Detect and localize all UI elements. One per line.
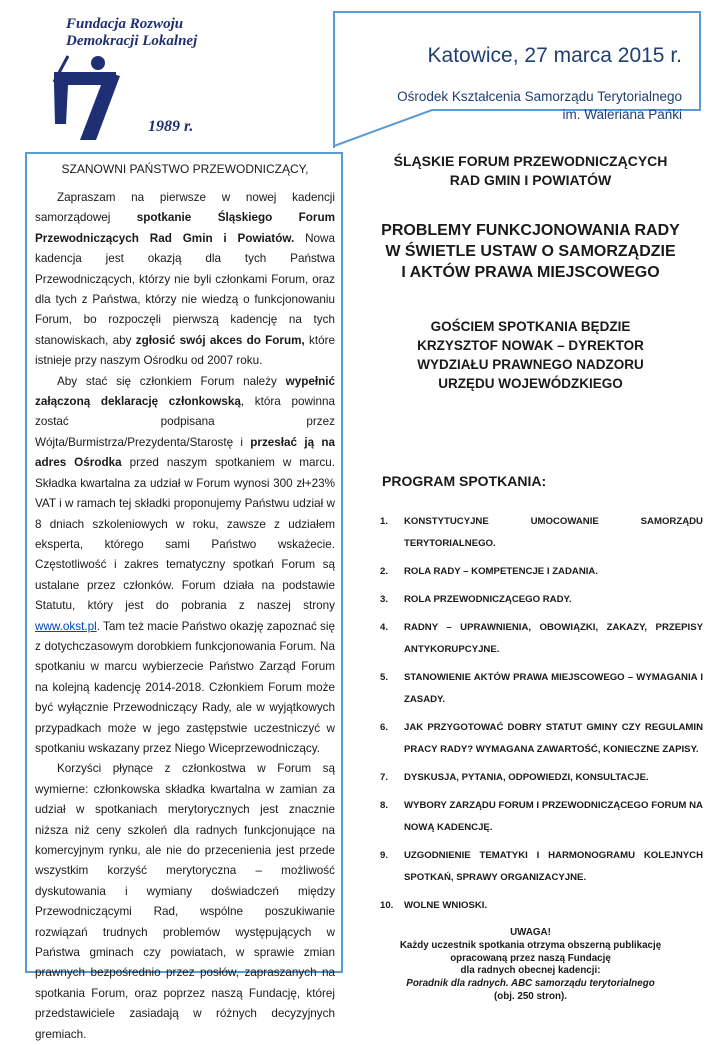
program-item-number: 3. xyxy=(380,594,389,605)
program-item-text: ROLA PRZEWODNICZĄCEGO RADY. xyxy=(404,594,572,605)
foundation-name-line1: Fundacja Rozwoju xyxy=(66,16,184,32)
header-frame xyxy=(332,10,702,148)
forum-title-line1: ŚLĄSKIE FORUM PRZEWODNICZĄCYCH xyxy=(393,153,668,169)
program-item-number: 8. xyxy=(380,800,389,811)
program-item xyxy=(358,617,703,661)
notice-heading: UWAGA! xyxy=(510,927,551,938)
program-item xyxy=(358,589,703,611)
p2-text-e: przed naszym spotkaniem w marcu. Składka kwartalna za udział w Forum wynosi 300 zł+23% VAT i w ramach tej składki proponujemy Państwu udział w 8 dniach szkoleniowych w roku, zawsze z udziałem eksperta, którego sami Państwo wskażecie. Częstotliwość i zakres tematyczny spotkań Forum są ustalane przez członków. Forum działa na podstawie Statutu, który jest do pobrania z naszej strony xyxy=(35,456,335,613)
p2-text-f: . Tam też macie Państwo okazję zapoznać się z dotychczasowym dorobkiem funkcjonowania Forum. Na spotkaniu w marcu wybierzecie Państwo Zarząd Forum na kolejną kadencję 2014-2018. Członkiem Forum może być wyłącznie Przewodniczący Rady, ale w wyjątkowych przypadkach może w jego zastępstwie uczestniczyć w spotkaniu wskazany przez Niego Wiceprzewodniczący. xyxy=(35,619,335,755)
program-item-number: 2. xyxy=(380,566,389,577)
institution-name xyxy=(397,88,682,124)
p2-bold-b: wypełnić załączoną deklarację członkowską xyxy=(35,374,335,409)
runner-logo-icon xyxy=(46,54,136,142)
p1-text-e: które istnieje przy naszym Ośrodku od 2007 roku. xyxy=(35,333,336,368)
letter-greeting: SZANOWNI PAŃSTWO PRZEWODNICZĄCY, xyxy=(61,162,309,176)
letter-paragraph-2 xyxy=(35,372,335,760)
program-item xyxy=(358,895,703,917)
notice-line: opracowaną przez naszą Fundację xyxy=(450,952,611,964)
program-item-number: 6. xyxy=(380,722,389,733)
notice-line: dla radnych obecnej kadencji: xyxy=(460,965,601,977)
p1-text-c: Nowa kadencja jest okazją dla tych Państwa Przewodniczących, którzy nie byli członkami Forum, oraz dla tych z Państwa, którzy nie wiedzą o funkcjonowaniu Forum, bo rozpoczęli pierwszą kadencję na tych stanowiskach, aby xyxy=(35,231,335,347)
website-link[interactable]: www.okst.pl xyxy=(35,619,97,633)
header-box xyxy=(332,10,702,148)
foundation-name xyxy=(66,16,226,50)
program-item-text: WYBORY ZARZĄDU FORUM I PRZEWODNICZĄCEGO FORUM NA NOWĄ KADENCJĘ. xyxy=(404,800,703,833)
publication-title: Poradnik dla radnych. ABC samorządu terytorialnego xyxy=(406,978,655,990)
program-item-text: RADNY – UPRAWNIENIA, OBOWIĄZKI, ZAKAZY, PRZEPISY ANTYKORUPCYJNE. xyxy=(404,622,703,655)
program-item xyxy=(358,717,703,761)
program-title: PROGRAM SPOTKANIA: xyxy=(382,473,547,489)
program-item-text: ROLA RADY – KOMPETENCJE I ZADANIA. xyxy=(404,566,599,577)
program-list xyxy=(358,511,703,917)
program-item-text: WOLNE WNIOSKI. xyxy=(404,900,488,911)
p2-text-c: , która powinna zostać podpisana przez Wójta/Burmistrza/Prezydenta/Starostę i xyxy=(35,395,335,449)
program-item xyxy=(358,845,703,889)
program-item-number: 1. xyxy=(380,516,389,527)
program-item-text: UZGODNIENIE TEMATYKI I HARMONOGRAMU KOLEJNYCH SPOTKAŃ, SPRAWY ORGANIZACYJNE. xyxy=(404,850,703,883)
institution-line2: im. Waleriana Pańki xyxy=(562,107,682,122)
program-item xyxy=(358,511,703,555)
program-item-text: JAK PRZYGOTOWAĆ DOBRY STATUT GMINY CZY REGULAMIN PRACY RADY? WYMAGANA ZAWARTOŚĆ, KONIECZNE ZAPISY. xyxy=(404,722,703,755)
topic-line3: I AKTÓW PRAWA MIEJSCOWEGO xyxy=(401,264,660,281)
meeting-topic xyxy=(358,220,703,283)
p2-bold-d: przesłać ją na adres Ośrodka xyxy=(35,435,335,470)
program-item xyxy=(358,561,703,583)
program-item xyxy=(358,795,703,839)
guest-info xyxy=(358,317,703,393)
event-column xyxy=(358,152,703,1004)
forum-title xyxy=(358,152,703,190)
program-item-text: STANOWIENIE AKTÓW PRAWA MIEJSCOWEGO – WYMAGANIA I ZASADY. xyxy=(404,672,703,705)
program-item-number: 9. xyxy=(380,850,389,861)
institution-line1: Ośrodek Kształcenia Samorządu Terytorialnego xyxy=(397,89,682,104)
foundation-logo xyxy=(46,14,216,144)
notice-block xyxy=(358,927,703,1004)
forum-title-line2: RAD GMIN I POWIATÓW xyxy=(449,172,612,188)
p1-bold-d: zgłosić swój akces do Forum, xyxy=(135,333,305,347)
p2-text-a: Aby stać się członkiem Forum należy xyxy=(57,374,286,388)
guest-line3: WYDZIAŁU PRAWNEGO NADZORU xyxy=(417,357,644,372)
foundation-name-line2: Demokracji Lokalnej xyxy=(66,33,198,49)
letter-paragraph-3: Korzyści płynące z członkostwa w Forum są wymierne: członkowska składka kwartalna w zamian za udział w spotkaniach merytorycznych jest znacznie niższa niż ceny szkoleń dla radnych funkcjonujące na komercyjnym rynku, ale nie do przecenienia jest przede wszystkim korzyść merytoryczna – możliwość dyskutowania i wymiany doświadczeń między Przewodniczącymi Rad, wspólne poszukiwanie rozwiązań trudnych problemów występujących w Państwa gminach czy powiatach, w sprawie zmian prawnych bezpośrednio przez posłów, zapraszanych na spotkania Forum, oraz poprzez naszą Fundację, której przedstawiciele zasiadają w różnych decyzyjnych gremiach. xyxy=(35,762,335,1041)
notice-line: (obj. 250 stron). xyxy=(494,990,567,1002)
program-item xyxy=(358,767,703,789)
program-item-number: 7. xyxy=(380,772,389,783)
guest-line4: URZĘDU WOJEWÓDZKIEGO xyxy=(438,376,623,391)
program-item-number: 10. xyxy=(380,900,394,911)
program-item xyxy=(358,667,703,711)
p1-bold-b: spotkanie Śląskiego Forum Przewodniczących Rad Gmin i Powiatów. xyxy=(35,211,335,245)
letter-box xyxy=(25,152,343,1041)
program-item-number: 4. xyxy=(380,622,389,633)
foundation-year: 1989 r. xyxy=(148,118,194,135)
p1-text-a: Zapraszam na pierwsze w nowej kadencji samorządowej xyxy=(35,191,335,225)
notice-line: Każdy uczestnik spotkania otrzyma obszerną publikację xyxy=(399,939,662,951)
program-item-number: 5. xyxy=(380,672,389,683)
program-item-text: KONSTYTUCYJNE UMOCOWANIE SAMORZĄDU TERYTORIALNEGO. xyxy=(404,516,703,549)
letter-date: Katowice, 27 marca 2015 r. xyxy=(427,44,682,67)
guest-line1: GOŚCIEM SPOTKANIA BĘDZIE xyxy=(430,319,631,334)
topic-line1: PROBLEMY FUNKCJONOWANIA RADY xyxy=(381,222,680,239)
topic-line2: W ŚWIETLE USTAW O SAMORZĄDZIE xyxy=(385,243,676,260)
guest-line2: KRZYSZTOF NOWAK – DYREKTOR xyxy=(417,338,644,353)
letter-paragraph-1 xyxy=(35,188,335,372)
program-item-text: DYSKUSJA, PYTANIA, ODPOWIEDZI, KONSULTACJE. xyxy=(404,772,649,783)
